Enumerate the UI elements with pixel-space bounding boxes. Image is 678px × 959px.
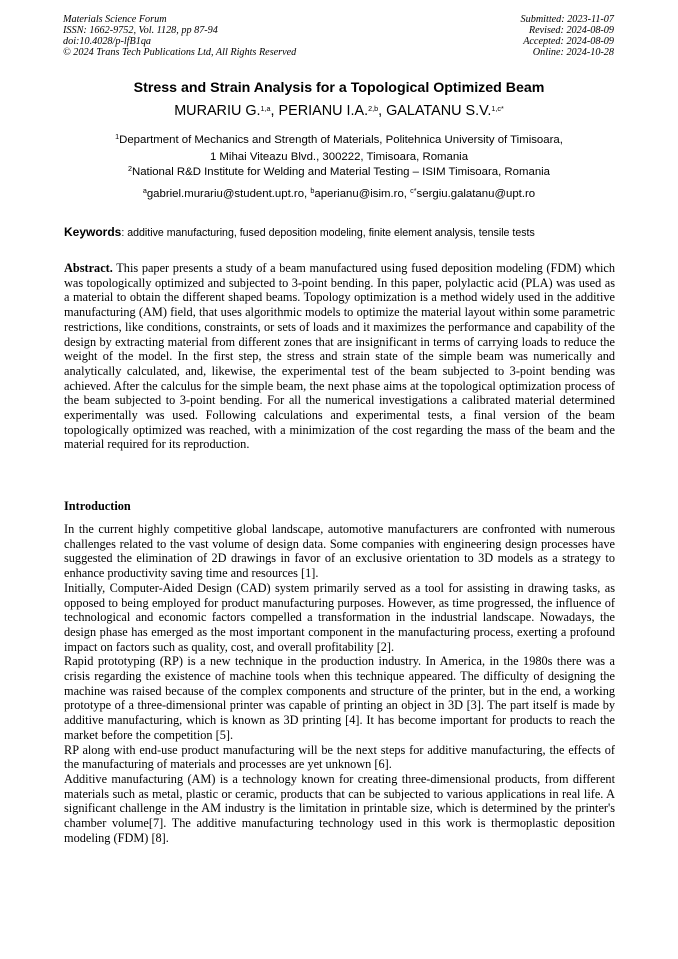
paper-title: Stress and Strain Analysis for a Topological Optimized Beam: [133, 80, 545, 96]
accepted-date: Accepted: 2024-08-09: [523, 35, 614, 47]
email-link[interactable]: aperianu@isim.ro,: [314, 188, 411, 200]
author-affiliation-marker: 1,c*: [491, 104, 504, 113]
affiliation-marker: 1: [115, 132, 120, 141]
keywords-text: : additive manufacturing, fused deposition modeling, finite element analysis, tensile tests: [121, 227, 535, 239]
email-link[interactable]: gabriel.murariu@student.upt.ro,: [146, 188, 311, 200]
affiliation-line: National R&D Institute for Welding and Material Testing – ISIM Timisoara, Romania: [131, 166, 551, 178]
abstract-label: Abstract.: [64, 261, 113, 275]
author-name: MURARIU G.: [174, 103, 261, 119]
introduction-body: [64, 522, 615, 845]
keywords: [64, 225, 535, 239]
revised-date: Revised: 2024-08-09: [528, 24, 614, 36]
email-link[interactable]: sergiu.galatanu@upt.ro: [416, 188, 536, 200]
copyright: © 2024 Trans Tech Publications Ltd, All Rights Reserved: [63, 46, 297, 58]
journal-header-right: [521, 15, 614, 59]
author-list: [0, 103, 678, 119]
section-heading-introduction: Introduction: [64, 499, 131, 513]
author-name: GALATANU S.V.: [386, 103, 492, 119]
issn-volume: ISSN: 1662-9752, Vol. 1128, pp 87-94: [63, 24, 218, 36]
email-marker: c*: [410, 186, 417, 195]
introduction-paragraph: Initially, Computer-Aided Design (CAD) system primarily served as a tool for assisting in drawing tasks, as opposed to being employed for product manufacturing purposes. However, as time progressed, the influence of technological and economic factors compelled a transformation in the industrial landscape. Nowadays, the design phase has emerged as the most important component in the manufacturing process, exerting a profound impact on factors such as quality, cost, and overall profitability [2].: [64, 580, 615, 654]
introduction-paragraph: Rapid prototyping (RP) is a new technique in the production industry. In America, in the 1980s there was a crisis regarding the existence of machine tools when this technique appeared. The difficulty of designing the machine was raised because of the complex components and structure of the printer, but in the end, a working prototype of a three-dimensional printer was capable of printing an object in 3D [3]. The part itself is made by additive manufacturing, which is known as 3D printing [4]. It has become important for products to reach the market before the competition [5].: [64, 654, 615, 742]
doi[interactable]: doi:10.4028/p-lfB1qa: [63, 35, 152, 47]
affiliation-2: [0, 164, 678, 181]
submitted-date: Submitted: 2023-11-07: [520, 14, 614, 25]
journal-header-left: [63, 15, 296, 59]
abstract: [64, 261, 615, 452]
abstract-text: This paper presents a study of a beam manufactured using fused deposition modeling (FDM) which was topologically optimized and subjected to 3-point bending. In this paper, polylactic acid (PLA) was used as a material to obtain the different shaped beams. Topology optimization is a method widely used in the additive manufacturing (AM) field, that uses algorithmic models to optimize the material layout within some parametric restrictions, like conditions, constraints, or sets of loads and it maximizes the performance and capability of the design by extracting material from different zones that are insignificant in terms of carrying loads to reduce the weight of the model. In the first step, the stress and strain state of the simple beam was numerically and analytically calculated, and, likewise, the experimental test of the beam subjected to 3-point bending was achieved. After the calculus for the simple beam, the next phase aims at the topological optimization process of the beam subjected to 3-point bending. For all the numerical investigations a calibrated material determined experimentally was used. Following calculations and experimental tests, a final version of the beam topologically optimized was reached, with a minimization of the cost regarding the mass of the beam and the material required for its reproduction.: [64, 261, 615, 452]
email-marker: b: [310, 186, 315, 195]
author-separator: ,: [270, 103, 279, 119]
author-separator: ,: [378, 103, 387, 119]
introduction-paragraph: RP along with end-use product manufacturing will be the next steps for additive manufacturing, the effects of the manufacturing of materials and processes are yet unknown [6].: [64, 742, 615, 772]
affiliation-marker: 2: [127, 164, 132, 173]
author-emails: [0, 188, 678, 200]
affiliation-1: [0, 132, 678, 165]
email-marker: a: [142, 186, 147, 195]
author-affiliation-marker: 1,a: [260, 104, 271, 113]
introduction-paragraph: Additive manufacturing (AM) is a technology known for creating three-dimensional products, from different materials such as metal, plastic or ceramic, products that can be subjected to various applications in real life. A significant challenge in the AM industry is the limitation in printable size, which is determined by the printer's chamber volume[7]. The additive manufacturing technology used in this work is thermoplastic deposition modeling (FDM) [8].: [64, 771, 615, 845]
affiliation-line: 1 Mihai Viteazu Blvd., 300222, Timisoara, Romania: [209, 150, 469, 163]
author-affiliation-marker: 2,b: [368, 104, 379, 113]
author-name: PERIANU I.A.: [278, 103, 369, 119]
keywords-label: Keywords: [64, 225, 122, 239]
online-date: Online: 2024-10-28: [532, 46, 614, 58]
introduction-paragraph: In the current highly competitive global landscape, automotive manufacturers are confronted with numerous challenges related to the vast volume of design data. Some companies with engineering design processes have suggested the elimination of 2D drawings in favor of an exclusive orientation to 3D models as a strategy to enhance productivity saving time and resources [1].: [64, 522, 615, 581]
affiliation-line: Department of Mechanics and Strength of Materials, Politehnica University of Timisoara,: [119, 134, 563, 146]
journal-name: Materials Science Forum: [63, 14, 167, 25]
